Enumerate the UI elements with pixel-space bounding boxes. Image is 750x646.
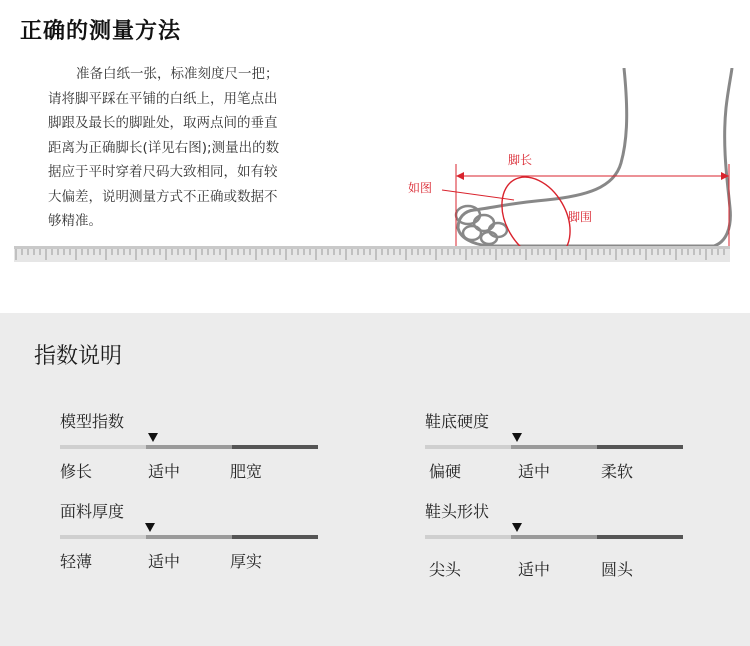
index-option: 肥宽: [230, 462, 263, 481]
index-option: 适中: [518, 462, 551, 481]
foot-girth-label: 脚围: [568, 210, 593, 224]
index-option: 轻薄: [60, 552, 93, 571]
desc-line: 准备白纸一张，标准刻度尺一把；: [76, 66, 279, 82]
measurement-title: 正确的测量方法: [20, 19, 182, 44]
index-name: 鞋头形状: [425, 502, 490, 521]
index-option: 圆头: [601, 560, 634, 579]
desc-line: 据应于平时穿着尺码大致相同，如有较: [48, 164, 278, 180]
index-name: 鞋底硬度: [425, 412, 490, 431]
index-scale-bar: [60, 535, 318, 539]
foot-length-label: 脚长: [508, 153, 533, 167]
desc-line: 距离为正确脚长(详见右图);测量出的数: [48, 139, 280, 156]
index-model: [60, 409, 320, 489]
index-marker: [512, 523, 522, 532]
index-marker: [512, 433, 522, 442]
foot-illustration: [396, 68, 741, 258]
index-section-title: 指数说明: [34, 344, 123, 369]
index-option: 厚实: [230, 552, 263, 571]
index-option: 偏硬: [429, 462, 462, 481]
index-option: 柔软: [601, 462, 634, 481]
index-section: [0, 313, 750, 646]
measurement-description: [48, 62, 338, 234]
index-name: 模型指数: [60, 412, 125, 431]
foot-outline: [458, 68, 732, 246]
index-option: 适中: [148, 552, 181, 571]
index-option: 修长: [60, 462, 93, 481]
index-sole-hardness: [425, 409, 685, 489]
desc-line: 够精准。: [48, 213, 102, 229]
index-option: 适中: [148, 462, 181, 481]
index-option: 尖头: [429, 560, 462, 579]
index-marker: [148, 433, 158, 442]
ruler: [14, 246, 730, 262]
index-toe-shape: [425, 499, 685, 579]
index-scale-bar: [425, 445, 683, 449]
desc-line: 大偏差，说明测量方式不正确或数据不: [48, 188, 278, 205]
index-fabric-thickness: [60, 499, 320, 579]
index-option: 适中: [518, 560, 551, 579]
index-scale-bar: [60, 445, 318, 449]
index-scale-bar: [425, 535, 683, 539]
index-marker: [145, 523, 155, 532]
index-name: 面料厚度: [60, 502, 125, 521]
desc-line: 请将脚平踩在平铺的白纸上，用笔点出: [48, 90, 278, 107]
desc-line: 脚跟及最长的脚趾处，取两点间的垂直: [48, 115, 278, 131]
measurement-section: [0, 0, 750, 313]
as-shown-label: 如图: [408, 181, 433, 195]
